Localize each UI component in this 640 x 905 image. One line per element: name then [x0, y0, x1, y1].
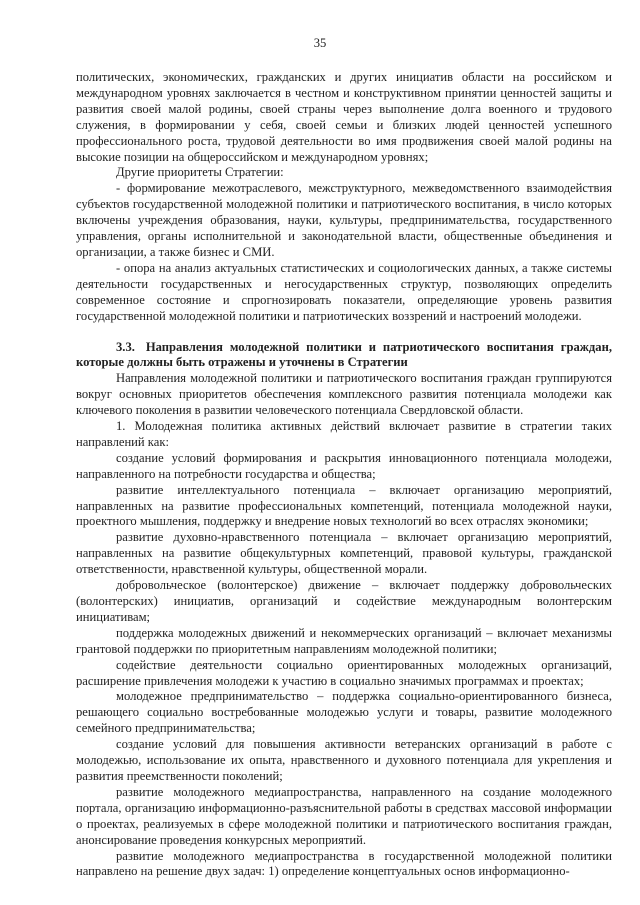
section-number: 3.3.: [116, 339, 135, 354]
paragraph: развитие интеллектуального потенциала – включает организацию мероприятий, направленных на развитие профессиональных компетенций, потенциала молодежной науки, проектного мышления, поддержку и внедрение новых технологий во всех отраслях экономики;: [76, 482, 612, 529]
document-body: [76, 70, 612, 880]
paragraph: 1. Молодежная политика активных действий включает развитие в стратегии таких направлений как:: [76, 419, 612, 449]
section-heading: [76, 340, 612, 372]
paragraph: развитие молодежного медиапространства в государственной молодежной политики направлено на решение двух задач: 1) определение концептуальных основ информационно-: [76, 848, 612, 879]
page-number: 35: [313, 36, 327, 50]
paragraph: содействие деятельности социально ориентированных молодежных организаций, расширение привлечения молодежи к участию в социально значимых программах и проектах;: [76, 657, 612, 688]
section-title: Направления молодежной политики и патриотического воспитания граждан, которые должны быть отражены и уточнены в Стратегии: [76, 339, 612, 370]
paragraph: - опора на анализ актуальных статистических и социологических данных, а также системы деятельности государственных и негосударственных структур, позволяющих определить современное состояние и спрогнозировать показатели, определяющие уровень развития государственной молодежной политики и патриотических воззрений и настроений молодежи.: [76, 260, 612, 323]
paragraph: добровольческое (волонтерское) движение – включает поддержку добровольческих (волонтерских) инициатив, организаций и содействие международным волонтерским инициативам;: [76, 578, 612, 624]
paragraph: развитие молодежного медиапространства, направленного на создание молодежного портала, организацию информационно-разъяснительной работы в средствах массовой информации о проектах, реализуемых в сфере молодежной политики и патриотического воспитания граждан, анонсирование проведения конкурсных мероприятий.: [76, 784, 612, 847]
paragraph: Другие приоритеты Стратегии:: [116, 165, 284, 180]
paragraph: молодежное предпринимательство – поддержка социально-ориентированного бизнеса, решающего социально востребованные молодежью услуги и товары, развитие молодежного семейного предпринимательства;: [76, 689, 612, 736]
paragraph: Направления молодежной политики и патриотического воспитания граждан группируются вокруг основных приоритетов обеспечения комплексного развития потенциала молодежи как ключевого поколения в развитии человеческого потенциала Свердловской области.: [76, 371, 612, 418]
paragraph: создание условий формирования и раскрытия инновационного потенциала молодежи, направленного на потребности государства и общества;: [76, 450, 612, 481]
paragraph: создание условий для повышения активности ветеранских организаций в работе с молодежью, использование их опыта, нравственного и духовного потенциала для укрепления и развития преемственности поколений;: [76, 737, 612, 783]
paragraph: - формирование межотраслевого, межструктурного, межведомственного взаимодействия субъектов государственной молодежной политики и патриотического воспитания, в число которых включены учреждения образования, науки, культуры, предпринимательства, государственного управления, органы исполнительной и законодательной власти, общественные объединения и организации, а также бизнес и СМИ.: [76, 181, 612, 259]
paragraph: развитие духовно-нравственного потенциала – включает организацию мероприятий, направленных на развитие общекультурных компетенций, правовой культуры, гражданской ответственности, нравственной культуры, общественной морали.: [76, 530, 612, 577]
paragraph: политических, экономических, гражданских и других инициатив области на российском и международном уровнях заключается в честном и конструктивном принятии ценностей защиты и развития своей малой родины, своей страны через выполнение долга военного и трудового служения, в формировании у себя, своей семьи и близких людей ценностей успешного профессионального роста, трудовой деятельности во имя продвижения своей малой родины на высокие позиции на общероссийском и международном уровнях;: [76, 70, 612, 164]
paragraph: поддержка молодежных движений и некоммерческих организаций – включает механизмы грантовой поддержки по приоритетным направлениям молодежной политики;: [76, 625, 612, 656]
